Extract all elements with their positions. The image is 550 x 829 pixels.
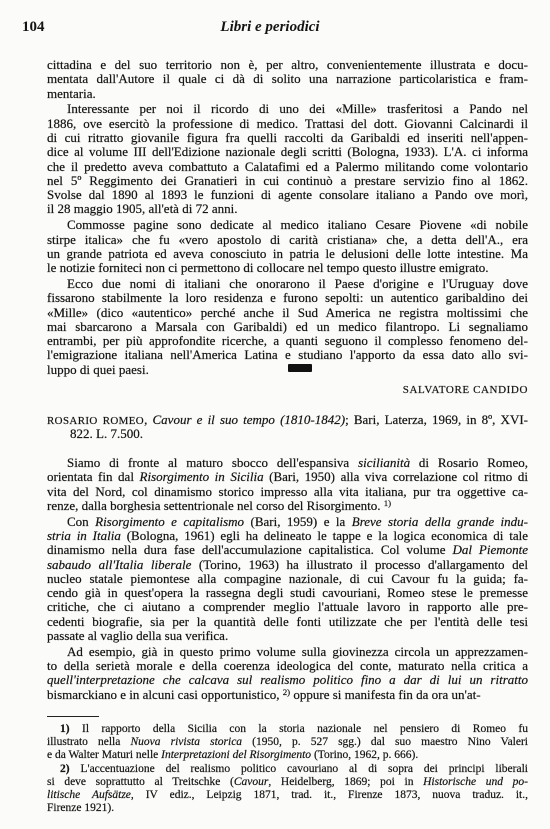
text-segment: Commosse pagine sono dedicate al medico italiano Cesare Piovene «di nobile bbox=[67, 217, 528, 233]
text-segment: Svolse dal 1890 al 1893 le funzioni di agente consolare italiano a Pando ove morì, bbox=[47, 187, 528, 203]
italic-text: sabaudo all'Italia liberale bbox=[47, 556, 192, 572]
text-segment: e da Walter Maturi nelle bbox=[47, 749, 162, 761]
text-segment: Ad esempio, già in questo primo volume sulla giovinezza circola un apprezzamen- bbox=[67, 643, 528, 659]
review bbox=[47, 456, 528, 704]
text-segment: entrambi, per più approfondite ricerche, a quanti seguono il complesso fenomeno del- bbox=[47, 333, 528, 349]
text-segment: passate al vaglio della sua verifica. bbox=[47, 628, 229, 644]
text-segment: Siamo di fronte al maturo sbocco dell'espansiva bbox=[67, 455, 359, 470]
text-line bbox=[47, 117, 528, 131]
footnote-marker: 2) bbox=[60, 763, 70, 775]
paragraph bbox=[47, 277, 528, 377]
text-segment: , IV ediz., Leipzig 1871, trad. it., Firenze 1873, nuova traduz. it., bbox=[130, 789, 528, 801]
review-body bbox=[47, 58, 528, 377]
text-line bbox=[47, 776, 528, 789]
text-line bbox=[47, 470, 528, 484]
text-line bbox=[47, 529, 528, 543]
text-segment: Interessante per noi il ricordo di uno dei «Mille» trasferitosi a Pando nel bbox=[67, 101, 528, 117]
review-body bbox=[47, 456, 528, 702]
text-line bbox=[47, 277, 528, 291]
text-line bbox=[47, 789, 528, 802]
text-line bbox=[47, 247, 528, 261]
text-line bbox=[47, 645, 528, 659]
text-segment: cittadina e del suo territorio non è, per altro, convenientemente illustrata e docu- bbox=[47, 57, 528, 72]
text-line bbox=[47, 615, 528, 629]
footnote bbox=[47, 763, 528, 815]
italic-text: litische Aufsätze bbox=[47, 789, 131, 801]
text-line bbox=[47, 749, 528, 762]
text-segment: di cui ritratto giovanile figura fra quelli raccolti da Garibaldi ed inseriti nell'appen- bbox=[47, 129, 528, 145]
page-number: 104 bbox=[22, 19, 45, 35]
text-segment: fissarono stabilmente la loro residenza e furono sepolti: un autentico garibaldino dei bbox=[47, 290, 528, 306]
footnote-reference: 1) bbox=[383, 497, 392, 508]
italic-text: Historische und po- bbox=[423, 776, 528, 788]
text-line bbox=[47, 320, 528, 334]
italic-text: Risorgimento in Sicilia bbox=[139, 469, 264, 485]
text-segment: di Rosario Romeo, bbox=[410, 455, 528, 470]
book-citation bbox=[47, 413, 528, 442]
text-segment: to della serietà morale e della coerenza ideologica del conte, maturato nella critica a bbox=[47, 658, 528, 674]
review-signature: SALVATORE CANDIDO bbox=[402, 384, 528, 396]
text-segment: critiche, che ci aiutano a comprender meglio l'attuale lavoro in rapporto alle pre- bbox=[47, 599, 528, 615]
text-segment: (Torino, 1963) ha illustrato il processo d'allargamento del bbox=[191, 556, 528, 572]
text-line bbox=[47, 174, 528, 188]
text-segment: mentaria. bbox=[47, 85, 96, 101]
text-segment: dice al volume III dell'Edizione nazionale degli scritti (Bologna, 1933). L'A. ci informa bbox=[47, 144, 528, 160]
text-line bbox=[47, 218, 528, 232]
text-segment: , Heidelberg, 1869; poi in bbox=[268, 776, 424, 788]
text-segment: si deve soprattutto al Treitschke ( bbox=[47, 776, 234, 788]
text-segment: «Mille» (dico «autentico» perché anche il Sud America ne registra moltissimi che bbox=[47, 304, 528, 320]
text-segment: le notizie forniteci non ci permettono di collocare nel tempo questo illustre emigrato. bbox=[47, 260, 489, 276]
text-line bbox=[47, 600, 528, 614]
text-line bbox=[47, 485, 528, 499]
text-segment: , bbox=[144, 412, 153, 427]
paragraph bbox=[47, 456, 528, 513]
paragraph bbox=[47, 515, 528, 644]
text-line bbox=[47, 499, 528, 513]
text-segment: il 28 maggio 1905, all'età di 72 anni. bbox=[47, 201, 238, 217]
footnote bbox=[47, 723, 528, 762]
text-line bbox=[47, 348, 528, 362]
small-caps-text: ROSARIO ROMEO bbox=[47, 415, 145, 427]
text-segment: un grande patriota ed aveva conosciuto in patria le delusioni delle lotte intestine. Ma bbox=[47, 245, 528, 261]
text-segment: l'emigrazione italiana nell'America Latina e studiano l'apporto da essa dato allo svi- bbox=[47, 347, 528, 363]
text-line bbox=[47, 334, 528, 348]
text-line bbox=[47, 586, 528, 600]
text-segment: mai sbarcarono a Marsala con Garibaldi) ed un medico filantropo. Li segnaliamo bbox=[47, 318, 528, 334]
text-segment: (Bari, 1950) alla viva correlazione col ritmo di bbox=[263, 469, 528, 485]
text-segment: mentata dall'Autore il quale ci dà di solito una narrazione particolaristica e fram- bbox=[47, 71, 528, 87]
text-segment: 822. L. 7.500. bbox=[70, 426, 143, 442]
italic-text: Interpretazioni del Risorgimento bbox=[161, 749, 312, 761]
text-line bbox=[47, 427, 528, 441]
text-line bbox=[47, 233, 528, 247]
text-segment: che il predetto aveva combattuto a Calatafimi ed a Palermo militando come volontario bbox=[47, 158, 528, 174]
text-line bbox=[47, 456, 528, 470]
paragraph bbox=[47, 645, 528, 702]
text-line bbox=[47, 291, 528, 305]
footnote-rule bbox=[47, 716, 99, 717]
text-line bbox=[47, 558, 528, 572]
text-segment: (Bologna, 1961) egli ha delineato le tappe e la logica economica di tale bbox=[120, 527, 529, 543]
text-line bbox=[47, 160, 528, 174]
text-line bbox=[47, 102, 528, 116]
text-line bbox=[47, 261, 528, 275]
text-segment: nucleo statale piemontese alla compagine nazionale, di cui Cavour fu la guida; fa- bbox=[47, 570, 528, 586]
text-segment: (1950, p. 527 sgg.) dal suo maestro Nino Valeri bbox=[242, 736, 528, 748]
italic-text: Dal Piemonte bbox=[452, 542, 528, 558]
text-line bbox=[47, 673, 528, 687]
text-line bbox=[47, 802, 528, 815]
text-segment: renze, dalla borghesia settentrionale nel corso del Risorgimento. bbox=[47, 497, 384, 513]
text-line bbox=[47, 659, 528, 673]
text-line bbox=[47, 145, 528, 159]
text-line bbox=[47, 723, 528, 736]
paragraph bbox=[47, 102, 528, 216]
paragraph bbox=[47, 218, 528, 275]
text-line bbox=[47, 131, 528, 145]
text-segment: ; Bari, Laterza, 1969, in 8º, XVI- bbox=[345, 412, 528, 427]
text-segment: L'accentuazione del realismo politico cavouriano al di sopra dei principi liberali bbox=[69, 763, 528, 775]
italic-text: Cavour e il suo tempo (1810-1842) bbox=[152, 412, 346, 427]
italic-text: stria in Italia bbox=[47, 527, 121, 543]
italic-text: Breve storia della grande indu- bbox=[351, 513, 528, 529]
text-line bbox=[47, 188, 528, 202]
text-line bbox=[47, 306, 528, 320]
ink-blot bbox=[288, 364, 312, 372]
text-segment: dinamismo nella dura fase dell'accumulazione capitalistica. Col volume bbox=[47, 542, 453, 558]
review-continuation bbox=[47, 58, 528, 379]
text-segment: (Bari, 1959) e la bbox=[244, 513, 352, 529]
text-line bbox=[47, 688, 528, 702]
text-segment: oppure si manifesta fin da ora un'at- bbox=[290, 686, 481, 702]
text-segment: illustrato nella bbox=[47, 736, 131, 748]
text-segment: Ecco due nomi di italiani che onorarono il Paese d'origine e l'Uruguay dove bbox=[67, 275, 528, 291]
text-segment: cedenti biografie, sia per la quantità delle fonti utilizzate che per l'entità delle tesi bbox=[47, 613, 528, 629]
text-line bbox=[47, 543, 528, 557]
text-line bbox=[47, 515, 528, 529]
text-segment: Firenze 1921). bbox=[47, 802, 115, 814]
text-segment: cendo già in quest'opera la rassegna degli studi cavouriani, Romeo stese le premesse bbox=[47, 585, 528, 601]
text-segment: luppo di quei paesi. bbox=[47, 361, 149, 377]
text-line bbox=[47, 72, 528, 86]
italic-text: quell'interpretazione che calcava sul realismo politico fino a dar di lui un ritratto bbox=[47, 672, 528, 688]
text-line bbox=[47, 629, 528, 643]
footnotes bbox=[47, 723, 528, 816]
footnote-reference: 2) bbox=[282, 686, 291, 697]
italic-text: sicilianità bbox=[358, 455, 411, 470]
text-line bbox=[47, 58, 528, 72]
text-line bbox=[47, 572, 528, 586]
text-line bbox=[47, 413, 528, 427]
text-segment: stirpe italica» che fu «vero apostolo di carità cristiana» che, a detta dell'A., era bbox=[47, 231, 528, 247]
running-title: Libri e periodici bbox=[220, 19, 320, 35]
italic-text: Risorgimento e capitalismo bbox=[95, 513, 245, 529]
text-line bbox=[47, 736, 528, 749]
text-line bbox=[47, 87, 528, 101]
text-segment: bismarckiano e in alcuni casi opportunistico, bbox=[47, 686, 283, 702]
text-line bbox=[47, 763, 528, 776]
footnote-marker: 1) bbox=[60, 723, 70, 735]
text-segment: orientata fin dal bbox=[47, 469, 140, 485]
italic-text: Nuova rivista storica bbox=[130, 736, 243, 748]
text-segment: Il rapporto della Sicilia con la storia nazionale nel pensiero di Romeo fu bbox=[69, 723, 528, 735]
text-segment: (Torino, 1962, p. 666). bbox=[311, 749, 419, 761]
text-line bbox=[47, 202, 528, 216]
text-segment: vita del Nord, col dinamismo storico impresso alla vita italiana, pur tra oggettive ca- bbox=[47, 483, 528, 499]
text-segment: Con bbox=[67, 513, 96, 529]
text-segment: nel 5º Reggimento dei Granatieri in cui continuò a prestare servizio fino al 1862. bbox=[47, 172, 528, 188]
italic-text: Cavour bbox=[233, 776, 269, 788]
text-segment: 1886, ove esercitò la professione di medico. Trattasi del dott. Giovanni Calcinardi il bbox=[47, 115, 528, 131]
paragraph bbox=[47, 58, 528, 101]
